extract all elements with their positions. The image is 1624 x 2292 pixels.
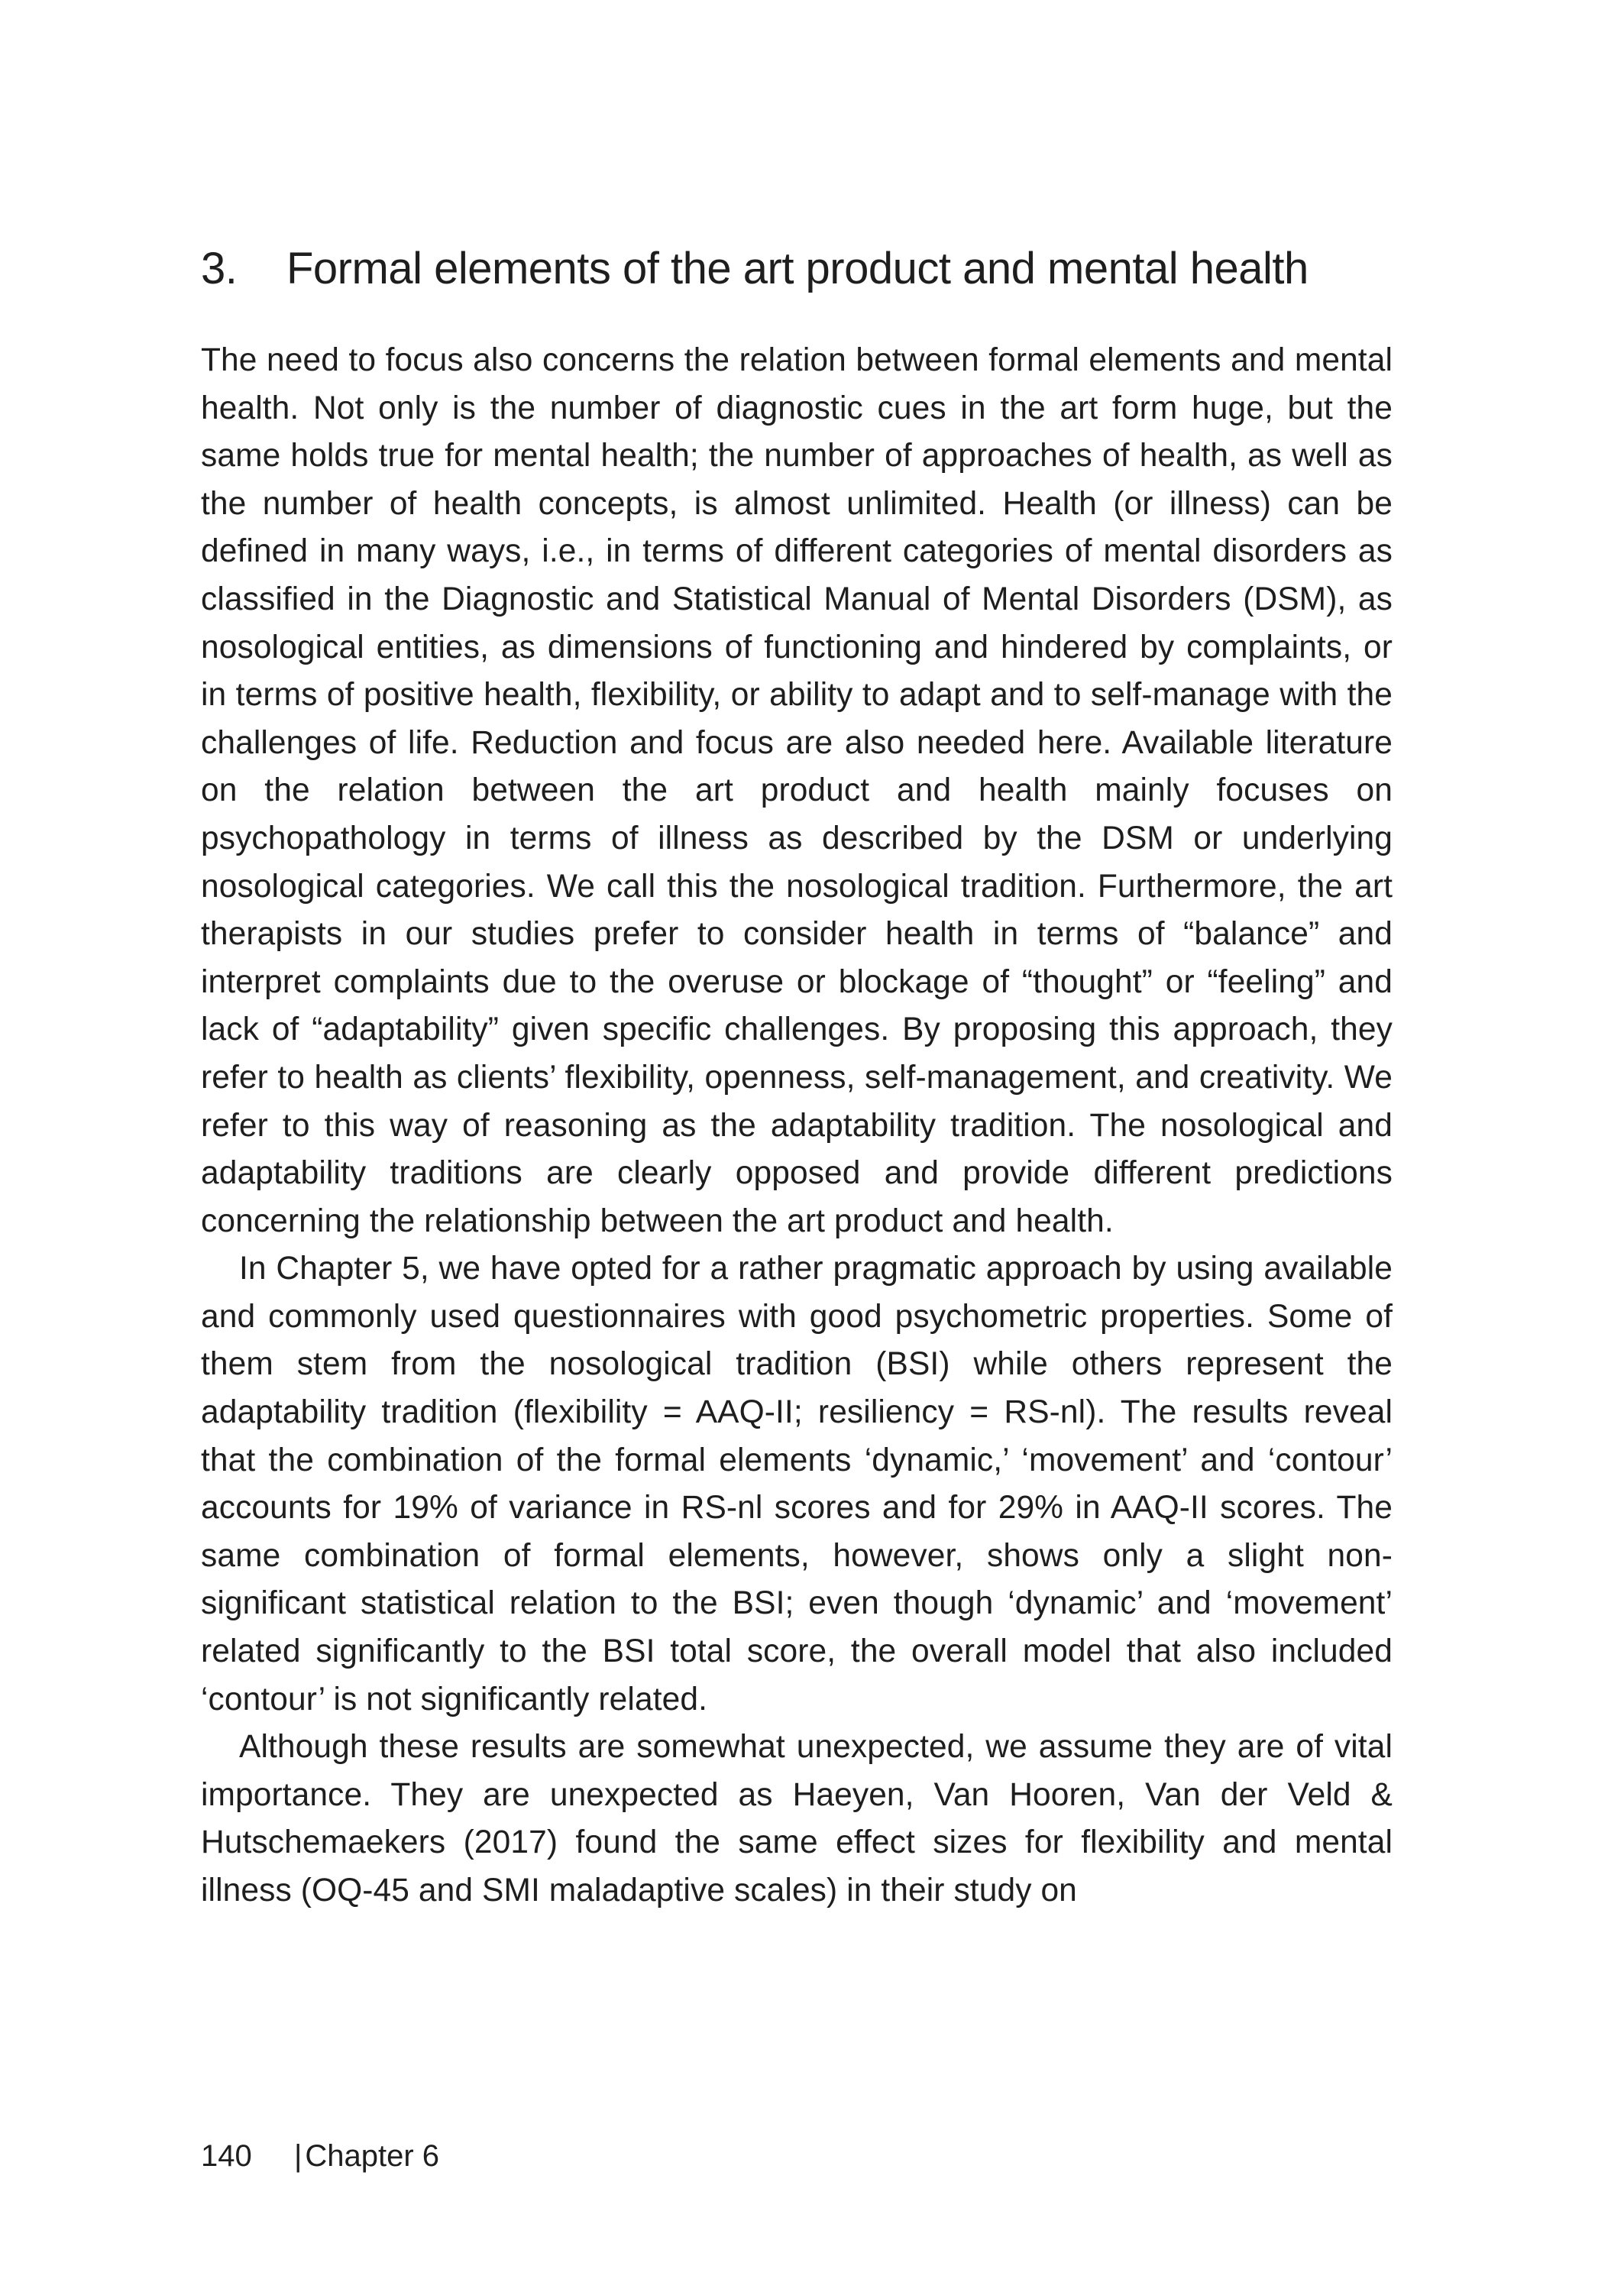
body-text [201, 337, 1393, 1915]
section-number: 3. [201, 244, 238, 293]
paragraph-2: In Chapter 5, we have opted for a rather pragmatic approach by using available and commonly used questionnaires with good psychometric properties. Some of them stem from the nosological tradition (BSI) while others represent the adaptability tradition (flexibility = AAQ-II; resiliency = RS-nl). The results reveal that the combination of the formal elements ‘dynamic,’ ‘movement’ and ‘contour’ accounts for 19% of variance in RS-nl scores and for 29% in AAQ-II scores. The same combination of formal elements, however, shows only a slight non-significant statistical relation to the BSI; even though ‘dynamic’ and ‘movement’ related significantly to the BSI total score, the overall model that also included ‘contour’ is not significantly related. [201, 1251, 1393, 1717]
footer-separator: | [294, 2139, 302, 2173]
page-footer [201, 2137, 439, 2175]
chapter-label: Chapter 6 [305, 2139, 440, 2173]
section-title: Formal elements of the art product and mental health [286, 244, 1309, 293]
paragraph-3: Although these results are somewhat unexpected, we assume they are of vital importance. They are unexpected as Haeyen, Van Hooren, Van der Veld & Hutschemaekers (2017) found the same effect sizes for flexibility and mental illness (OQ-45 and SMI maladaptive scales) in their study on [201, 1729, 1393, 1908]
section-heading [201, 238, 1438, 299]
page-number: 140 [201, 2139, 252, 2173]
paragraph-1: The need to focus also concerns the relation between formal elements and mental health. Not only is the number of diagnostic cues in the art form huge, but the same holds true for mental health; the number of approaches of health, as well as the number of health concepts, is almost unlimited. Health (or illness) can be defined in many ways, i.e., in terms of different categories of mental disorders as classified in the Diagnostic and Statistical Manual of Mental Disorders (DSM), as nosological entities, as dimensions of functioning and hindered by complaints, or in terms of positive health, flexibility, or ability to adapt and to self-manage with the challenges of life. Reduction and focus are also needed here. Available literature on the relation between the art product and health mainly focuses on psychopathology in terms of illness as described by the DSM or underlying nosological categories. We call this the nosological tradition. Furthermore, the art therapists in our studies prefer to consider health in terms of “balance” and interpret complaints due to the overuse or blockage of “thought” or “feeling” and lack of “adaptability” given specific challenges. By proposing this approach, they refer to health as clients’ flexibility, openness, self-management, and creativity. We refer to this way of reasoning as the adaptability tradition. The nosological and adaptability traditions are clearly opposed and provide different predictions concerning the relationship between the art product and health. [201, 342, 1393, 1239]
